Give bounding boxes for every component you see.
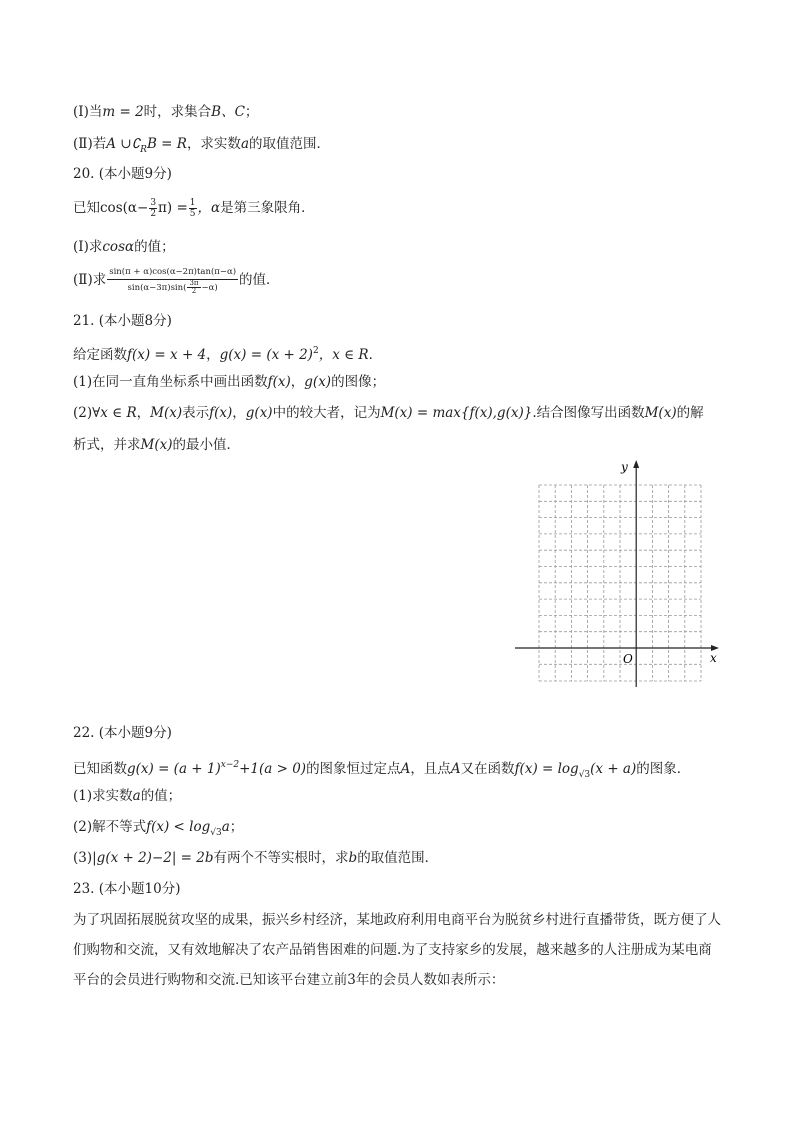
trig-fraction: sin(π + α)cos(α−2π)tan(π−α) sin(α−3π)sin( $\frac{3\pi}{2}$ −α) (109, 267, 237, 295)
fraction-1-over-5: $\frac{1}{5}$ (189, 198, 196, 219)
q22-part1: (1)求实数a的值； (73, 788, 182, 804)
q21-heading: 21. (本小题8分) (73, 313, 172, 329)
q19-part2: (Ⅱ)若A $\cup∁_RB = R$，求实数a的取值范围． (73, 136, 330, 155)
q21-part2-cont: 析式，并求M(x)的最小值． (73, 437, 240, 453)
q20-stem: 已知cos(α− $\frac{3}{2}$ π) = $\frac{1}{5}$ ，α是第三象限角． (73, 198, 315, 219)
q20-part1: (Ⅰ)求cosα的值； (73, 239, 175, 255)
q22-part3: (3)|g(x + 2)−2| = 2b有两个不等实根时，求b的取值范围． (73, 850, 439, 866)
q21-stem: 给定函数f(x) = x + 4，$g(x) = (x + 2)^2$，x ∈ R． (73, 346, 383, 363)
q21-part1: (1)在同一直角坐标系中画出函数f(x)，g(x)的图像； (73, 374, 386, 390)
q23-heading: 23. (本小题10分) (73, 881, 181, 897)
coordinate-grid (510, 455, 725, 690)
y-axis (633, 460, 639, 687)
x-axis (515, 645, 719, 651)
grid-lines (539, 485, 701, 681)
q19-part1: (Ⅰ)当m = 2时，求集合B、C； (73, 104, 259, 120)
q22-stem: 已知函数$g(x) = (a + 1)^{x-2}+1(a > 0)$的图象恒过定点A，且点A又在函数$f(x) = \log_{√3}(x + a)$的图象． (73, 760, 691, 780)
q22-heading: 22. (本小题9分) (73, 725, 172, 741)
q23-paragraph: 为了巩固拓展脱贫攻坚的成果，振兴乡村经济，某地政府利用电商平台为脱贫乡村进行直播带货，既方便了人们购物和交流，又有效地解决了农产品销售困难的问题.为了支持家乡的发展，越来越多的人注册成为某电商平台的会员进行购物和交流.已知该平台建立前3年的会员人数如表所示： (73, 912, 721, 988)
fraction-3-over-2: $\frac{3}{2}$ (150, 198, 157, 219)
q20-heading: 20. (本小题9分) (73, 166, 172, 182)
origin-label: O (623, 652, 633, 666)
q20-part2: (Ⅱ)求 sin(π + α)cos(α−2π)tan(π−α) sin(α−3π)sin( $\frac{3\pi}{2}$ −α) 的值． (73, 267, 280, 295)
q22-part2: (2)解不等式$f(x) < \log_{√3}a$； (73, 819, 244, 838)
y-axis-label: y (621, 460, 628, 474)
x-axis-label: x (710, 651, 717, 665)
q21-part2: (2)∀x ∈ R，M(x)表示f(x)，g(x)中的较大者，记为M(x) = max{f(x),g(x)}.结合图像写出函数M(x)的解 (73, 405, 704, 421)
